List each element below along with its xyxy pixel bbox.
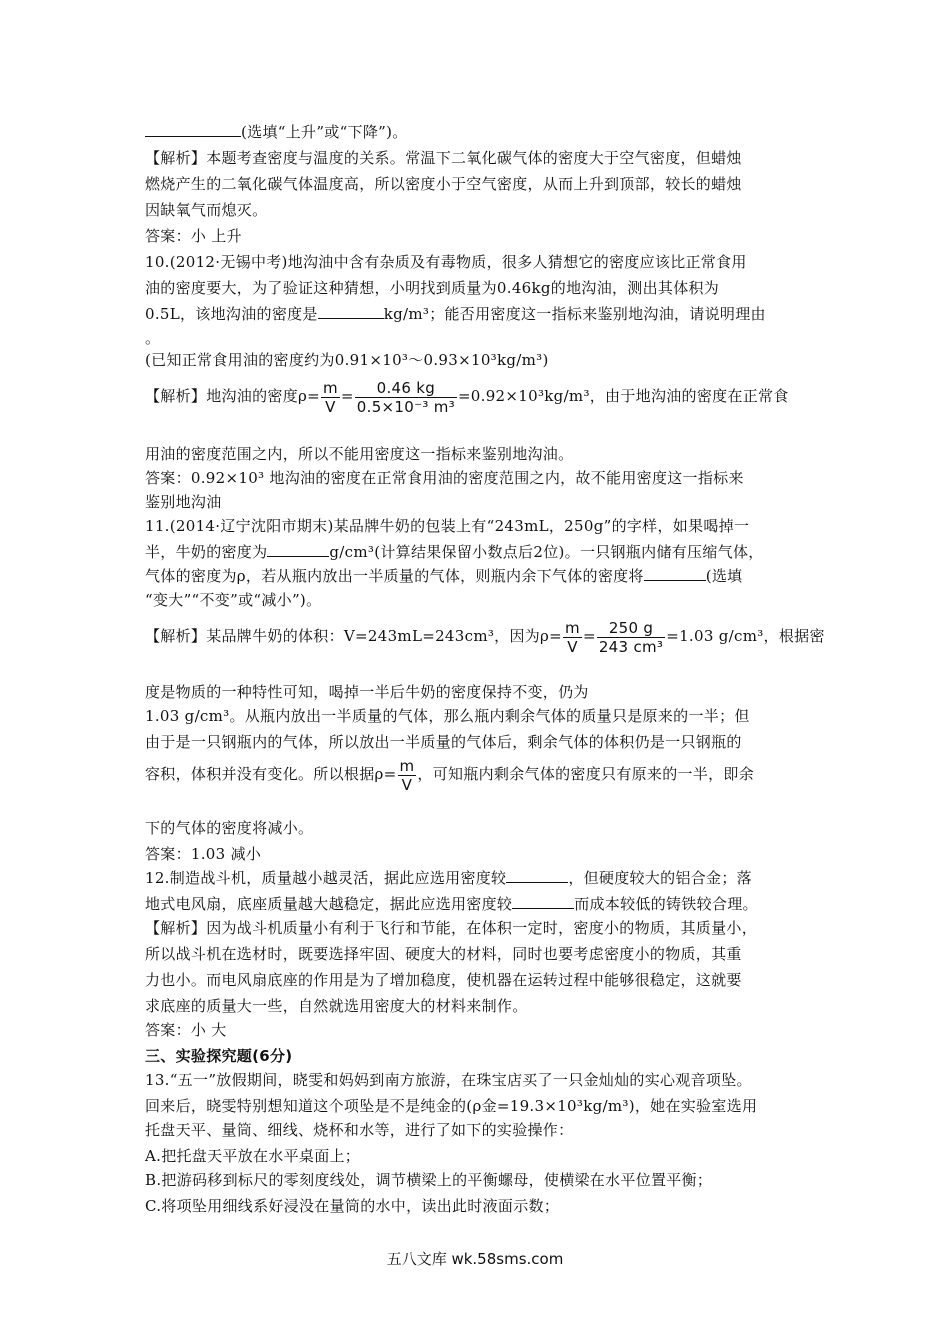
answer-blank — [506, 868, 568, 883]
text-line: 。 — [145, 329, 161, 347]
text-line: 因缺氧气而熄灭。 — [145, 201, 268, 219]
text-line: 半，牛奶的密度为 g/cm³(计算结果保留小数点后2位)。一只钢瓶内储有压缩气体， — [145, 543, 764, 561]
question-12: 12.制造战斗机，质量越小越灵活，据此应选用密度较 ，但硬度较大的铝合金；落 — [145, 869, 752, 887]
question-11: 11.(2014·辽宁沈阳市期末)某品牌牛奶的包装上有“243mL，250g”的字样，如果喝掉一 — [145, 517, 750, 535]
text-line: 1.03 g/cm³。从瓶内放出一半质量的气体，那么瓶内剩余气体的质量只是原来的一半；但 — [145, 707, 750, 725]
text-line: 鉴别地沟油 — [145, 493, 222, 511]
text-line: (已知正常食用油的密度约为0.91×10³～0.93×10³kg/m³) — [145, 351, 549, 369]
step-b: B.把游码移到标尺的零刻度线处，调节横梁上的平衡螺母，使横梁在水平位置平衡； — [145, 1171, 713, 1189]
question-10: 10.(2012·无锡中考)地沟油中含有杂质及有毒物质，很多人猜想它的密度应该比正常食用 — [145, 253, 747, 271]
analysis-line: 【解析】本题考查密度与温度的关系。常温下二氧化碳气体的密度大于空气密度，但蜡烛 — [145, 149, 742, 167]
text-line: 地式电风扇，底座质量越大越稳定，据此应选用密度较 而成本较低的铸铁较合理。 — [145, 895, 758, 913]
text-line: 气体的密度为ρ，若从瓶内放出一半质量的气体，则瓶内余下气体的密度将 (选填 — [145, 567, 743, 585]
question-13: 13.“五一”放假期间，晓雯和妈妈到南方旅游，在珠宝店买了一只金灿灿的实心观音项坠。 — [145, 1071, 752, 1089]
text-line: “变大”“不变”或“减小”)。 — [145, 591, 322, 609]
analysis-line: 【解析】地沟油的密度ρ= $\frac{m}{V}$ = $\frac{0.46 kg}{\text{0.5×10⁻³ m³}}$ =0.92×10³kg/m³，由于地沟油的密度在正常食 — [145, 378, 789, 416]
text-line: 用油的密度范围之内，所以不能用密度这一指标来鉴别地沟油。 — [145, 445, 574, 463]
text-line: 下的气体的密度将减小。 — [145, 819, 314, 837]
fraction-value: $\frac{0.46 kg}{\text{0.5×10⁻³ m³}}$ — [356, 378, 455, 416]
fraction-m-over-v: $\frac{m}{V}$ — [399, 756, 415, 794]
text-line: 回来后，晓雯特别想知道这个项坠是不是纯金的(ρ金=19.3×10³kg/m³)，她在实验室选用 — [145, 1097, 758, 1115]
step-c: C.将项坠用细线系好浸没在量筒的水中，读出此时液面示数； — [145, 1197, 560, 1215]
text-line: 由于是一只钢瓶内的气体，所以放出一半质量的气体后，剩余气体的体积仍是一只钢瓶的 — [145, 733, 742, 751]
fraction-m-over-v: $\frac{m}{V}$ — [565, 618, 580, 656]
answer-line: 答案：小 上升 — [145, 227, 242, 245]
text-line: 油的密度要大，为了验证这种猜想，小明找到质量为0.46kg的地沟油，测出其体积为 — [145, 279, 720, 297]
text-line: 力也小。而电风扇底座的作用是为了增加稳度，使机器在运转过程中能够很稳定，这就要 — [145, 971, 742, 989]
answer-blank — [145, 122, 241, 137]
answer-line: 答案：0.92×10³ 地沟油的密度在正常食用油的密度范围之内，故不能用密度这一指标来 — [145, 469, 744, 487]
text-line: 燃烧产生的二氧化碳气体温度高，所以密度小于空气密度，从而上升到顶部，较长的蜡烛 — [145, 175, 742, 193]
answer-line: 答案：小 大 — [145, 1021, 227, 1039]
step-a: A.把托盘天平放在水平桌面上； — [145, 1147, 361, 1165]
text-line: 所以战斗机在选材时，既要选择牢固、硬度大的材料，同时也要考虑密度小的物质，其重 — [145, 945, 742, 963]
answer-blank — [512, 894, 574, 909]
answer-blank — [644, 566, 706, 581]
fraction-m-over-v: $\frac{m}{V}$ — [323, 378, 338, 416]
text-line: 度是物质的一种特性可知，喝掉一半后牛奶的密度保持不变，仍为 — [145, 683, 589, 701]
text-line: 0.5L，该地沟油的密度是 kg/m³；能否用密度这一指标来鉴别地沟油，请说明理由 — [145, 305, 766, 323]
answer-line: 答案：1.03 减小 — [145, 845, 262, 863]
answer-blank — [267, 542, 329, 557]
text-line: (选填“上升”或“下降”)。 — [145, 122, 408, 142]
analysis-line: 【解析】某品牌牛奶的体积：V=243mL=243cm³，因为ρ= $\frac{m}{V}$ = $\frac{250 g}{\text{243 cm³}}$ =1.03 g/cm³，根据密 — [145, 618, 825, 656]
text-line: 托盘天平、量筒、细线、烧杯和水等，进行了如下的实验操作： — [145, 1121, 574, 1139]
section-heading: 三、实验探究题(6分) — [145, 1047, 293, 1065]
text-line: 求底座的质量大一些，自然就选用密度大的材料来制作。 — [145, 997, 528, 1015]
text-line: 容积，体积并没有变化。所以根据ρ= $\frac{m}{V}$ ，可知瓶内剩余气体的密度只有原来的一半，即余 — [145, 756, 755, 794]
analysis-line: 【解析】因为战斗机质量小有利于飞行和节能，在体积一定时，密度小的物质，其质量小， — [145, 919, 758, 937]
fraction-value: $\frac{250 g}{\text{243 cm³}}$ — [598, 618, 664, 656]
answer-blank — [318, 304, 384, 319]
page-footer: 五八文库 wk.58sms.com — [386, 1250, 564, 1268]
